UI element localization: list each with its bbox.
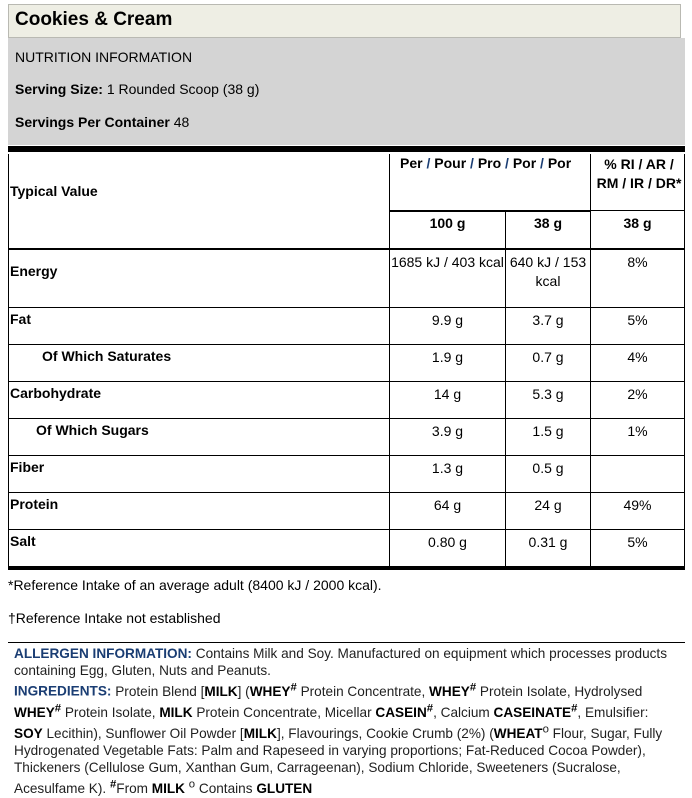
allergen-block <box>14 646 678 798</box>
allergen-divider <box>8 642 685 643</box>
per-header: Per / Pour / Pro / Por / Por <box>400 155 572 171</box>
col-38g-header: 38 g <box>533 215 562 231</box>
ingredients-heading: INGREDIENTS: <box>14 683 112 699</box>
row-energy-38g: 640 kJ / 153 kcal <box>509 254 587 289</box>
servings-per-container-value: 48 <box>173 114 190 130</box>
row-carbohydrate-ri: 2% <box>627 386 648 402</box>
col-ri-38g-header: 38 g <box>623 215 652 231</box>
serving-size-value: 1 Rounded Scoop (38 g) <box>106 81 260 97</box>
row-energy-label: Energy <box>10 263 58 279</box>
allergen-text: Contains Milk and Soy. Manufactured on equipment which processes products containing Egg, Gluten, Nuts and Peanuts. <box>14 646 667 678</box>
product-title: Cookies & Cream <box>15 9 173 30</box>
row-fat-38g: 3.7 g <box>532 312 564 328</box>
row-carbohydrate-38g: 5.3 g <box>532 386 564 402</box>
row-fat-label: Fat <box>10 311 31 327</box>
row-saturates-ri: 4% <box>627 349 648 365</box>
row-saturates-label: Of Which Saturates <box>42 348 172 364</box>
row-salt-38g: 0.31 g <box>528 534 568 550</box>
row-sugars-label: Of Which Sugars <box>36 422 149 438</box>
row-protein-ri: 49% <box>623 497 652 513</box>
footnote-not-established: †Reference Intake not established <box>8 610 221 626</box>
table-top-rule <box>8 146 685 152</box>
row-carbohydrate-100g: 14 g <box>433 386 462 402</box>
row-salt-100g: 0.80 g <box>428 534 467 550</box>
row-energy-100g: 1685 kJ / 403 kcal <box>391 254 504 270</box>
serving-size-label: Serving Size: <box>15 81 103 97</box>
serving-size <box>15 81 259 97</box>
row-energy-ri: 8% <box>627 254 648 270</box>
ri-header <box>594 155 684 193</box>
ingredients-text: Protein Blend [MILK] (WHEY# Protein Concentrate, WHEY# Protein Isolate, Hydrolysed WHEY# Protein Isolate, MILK Protein Concentrate, Micellar CASEIN#, Calcium CASEINATE#, Emulsifier: SOY Lecithin), Sunflower Oil Powder [MILK], Flavourings, Cookie Crumb (2%) (WHEAT$^o$ Flour, Sugar, Fully Hydrogenated Vegetable Fats: Palm and Rapeseed in varying proportions; Fat-Reduced Cocoa Powder), Thickeners (Cellulose Gum, Xanthan Gum, Carrageenan), Sodium Chloride, Sweeteners (Sucralose, Acesulfame K). #From MILK $^o$ Contains GLUTEN <box>14 681 663 797</box>
row-saturates-38g: 0.7 g <box>532 349 564 365</box>
nutrition-info-box <box>8 38 685 145</box>
ri-header-line2: RM / IR / DR* <box>596 175 682 191</box>
row-salt-ri: 5% <box>627 534 648 550</box>
row-fat-100g: 9.9 g <box>431 312 464 328</box>
row-protein-38g: 24 g <box>534 497 562 513</box>
row-protein-label: Protein <box>10 496 59 512</box>
row-fiber-38g: 0.5 g <box>532 460 564 476</box>
row-fat-ri: 5% <box>627 312 648 328</box>
footnote-reference-intake: *Reference Intake of an average adult (8400 kJ / 2000 kcal). <box>8 577 382 593</box>
nutrition-heading: NUTRITION INFORMATION <box>15 49 193 65</box>
servings-per-container <box>15 114 189 130</box>
row-fiber-label: Fiber <box>10 459 45 475</box>
allergen-information <box>14 646 678 679</box>
servings-per-container-label: Servings Per Container <box>15 114 170 130</box>
row-fiber-100g: 1.3 g <box>431 460 464 476</box>
row-sugars-ri: 1% <box>627 423 648 439</box>
ingredients <box>14 679 678 797</box>
allergen-heading: ALLERGEN INFORMATION: <box>14 646 192 661</box>
ri-header-line1: % RI / AR / <box>604 156 674 172</box>
row-saturates-100g: 1.9 g <box>431 349 464 365</box>
row-sugars-38g: 1.5 g <box>532 423 564 439</box>
table-bottom-rule <box>8 566 685 570</box>
typical-value-label: Typical Value <box>10 183 98 199</box>
row-salt-label: Salt <box>10 533 36 549</box>
col-100g-header: 100 g <box>429 215 466 231</box>
product-title-bar <box>8 4 681 38</box>
row-protein-100g: 64 g <box>433 497 462 513</box>
row-carbohydrate-label: Carbohydrate <box>10 385 102 401</box>
row-sugars-100g: 3.9 g <box>431 423 464 439</box>
